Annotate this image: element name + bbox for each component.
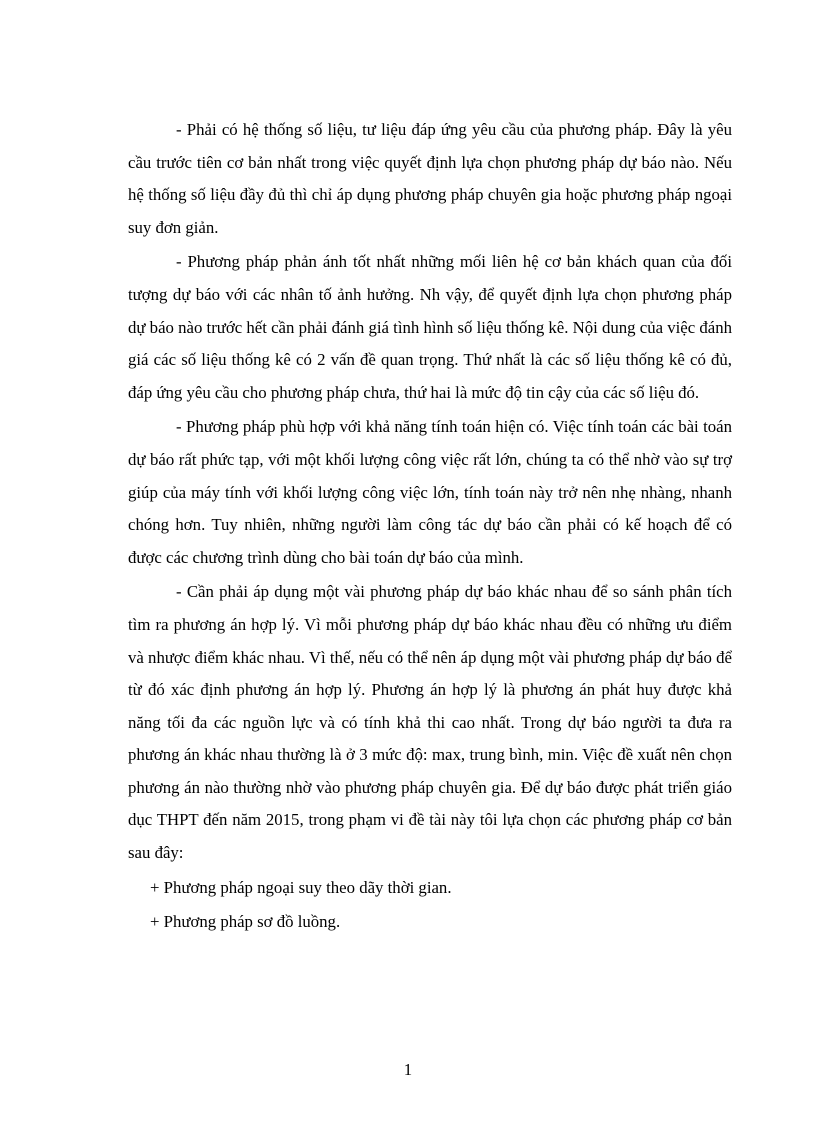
paragraph-data-requirement: - Phải có hệ thống số liệu, tư liệu đáp ứng yêu cầu của phương pháp. Đây là yêu cầu trước tiên cơ bản nhất trong việc quyết định lựa chọn phương pháp dự báo nào. Nếu hệ thống số liệu đầy đủ thì chỉ áp dụng phương pháp chuyên gia hoặc phương pháp ngoại suy đơn giản. [128,120,732,237]
paragraph-objective-relations: - Phương pháp phản ánh tốt nhất những mối liên hệ cơ bản khách quan của đối tượng dự báo với các nhân tố ảnh hưởng. Nh vậy, để quyết định lựa chọn phương pháp dự báo nào trước hết cần phải đánh giá tình hình số liệu thống kê. Nội dung của việc đánh giá các số liệu thống kê có 2 vấn đề quan trọng. Thứ nhất là các số liệu thống kê có đủ, đáp ứng yêu cầu cho phương pháp chưa, thứ hai là mức độ tin cậy của các số liệu đó. [128,252,733,402]
document-body [128,114,732,941]
list-item-flow-diagram: + Phương pháp sơ đồ luồng. [150,912,341,932]
list-item-extrapolation: + Phương pháp ngoại suy theo dãy thời gian. [150,877,452,897]
paragraph-multiple-methods: - Cần phải áp dụng một vài phương pháp dự báo khác nhau để so sánh phân tích tìm ra phương án hợp lý. Vì mỗi phương pháp dự báo khác nhau đều có những ưu điểm và nhược điểm khác nhau. Vì thế, nếu có thể nên áp dụng một vài phương pháp dự báo để từ đó xác định phương án hợp lý. Phương án hợp lý là phương án phát huy được khả năng tối đa các nguồn lực và có tính khả thi cao nhất. Trong dự báo người ta đưa ra phương án khác nhau thường là ở 3 mức độ: max, trung bình, min. Việc đề xuất nên chọn phương án nào thường nhờ vào phương pháp chuyên gia. Để dự báo được phát triển giáo dục THPT đến năm 2015, trong phạm vi đề tài này tôi lựa chọn các phương pháp cơ bản sau đây: [128,582,732,863]
page-number: 1 [403,1060,413,1079]
paragraph-computing-capacity: - Phương pháp phù hợp với khả năng tính toán hiện có. Việc tính toán các bài toán dự báo rất phức tạp, với một khối lượng công việc rất lớn, chúng ta có thể nhờ vào sự trợ giúp của máy tính với khối lượng công việc lớn, tính toán này trở nên nhẹ nhàng, nhanh chóng hơn. Tuy nhiên, những người làm công tác dự báo cần phải có kế hoạch để có được các chương trình dùng cho bài toán dự báo của mình. [128,417,732,567]
